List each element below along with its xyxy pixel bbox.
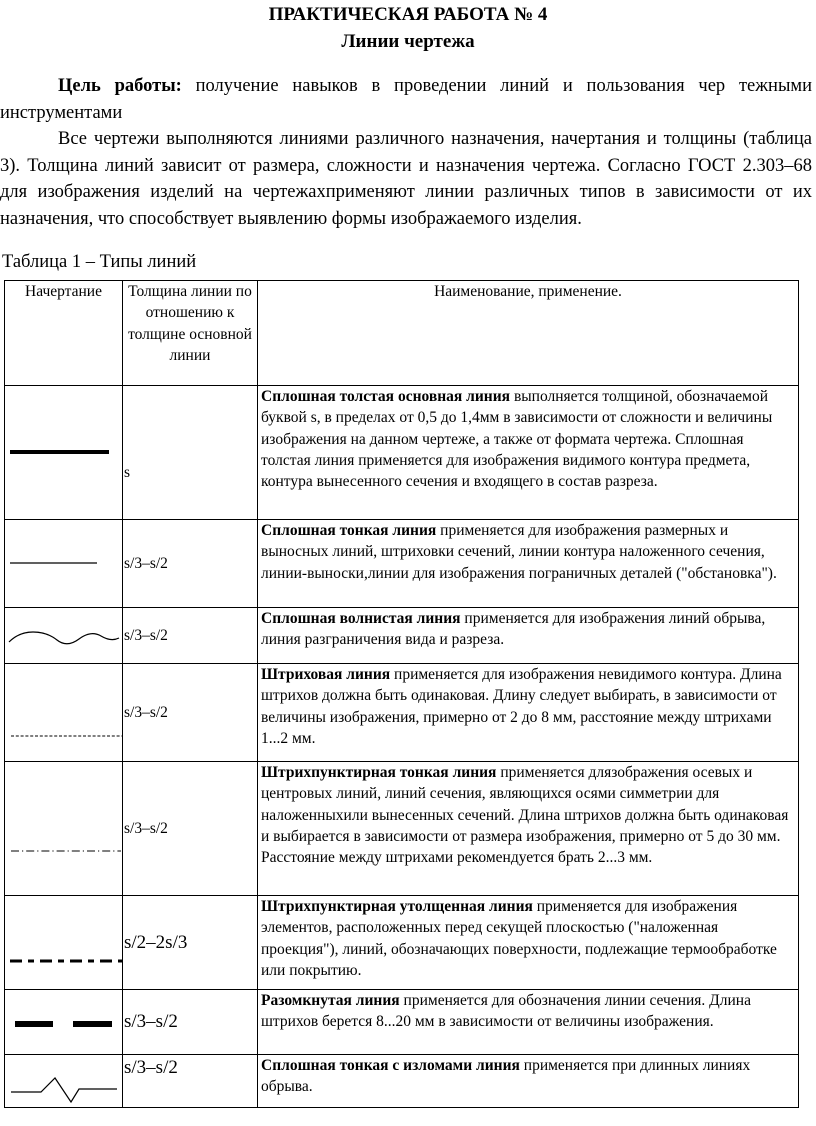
- row-text: применяется при длинных линиях обрыва.: [261, 1057, 751, 1096]
- row-description: [258, 608, 799, 664]
- line-types-table: [4, 280, 799, 1108]
- table-caption: Таблица 1 – Типы линий: [2, 252, 197, 272]
- row-name: Штриховая линия: [261, 666, 391, 683]
- table-row: [5, 608, 799, 664]
- row-text: применяется для изображения линий обрыва, линия разграничения вида и разреза.: [261, 610, 766, 649]
- zigzag-break-line-icon: [5, 1055, 123, 1108]
- dash-dot-thick-line-icon: [5, 896, 123, 990]
- row-text: выполняется толщиной, обозначаемой буквой s, в пределах от 0,5 до 1,4мм в зависимости от сложности и величины изображения на данном чертеже, а также от формата чертежа. Сплошная толстая линия применяется для изображения видимого контура предмета, контура вынесенного сечения и входящего в состав разреза.: [261, 388, 773, 491]
- row-thickness: s/3–s/2: [123, 664, 258, 762]
- table-row: [5, 1055, 799, 1108]
- solid-thick-line-icon: [5, 386, 123, 520]
- row-name: Сплошная волнистая линия: [261, 610, 461, 627]
- row-name: Сплошная тонкая линия: [261, 522, 437, 539]
- row-description: [258, 896, 799, 990]
- row-thickness: s/3–s/2: [123, 608, 258, 664]
- row-description: [258, 762, 799, 896]
- intro-paragraph: Все чертежи выполняются линиями различного назначения, начертания и толщины (таблица 3). Толщина линий зависит от размера, сложности и назначения чертежа. Согласно ГОСТ 2.303–68 для изображения изделий на чертежахприменяют линии различных типов в зависимости от их назначения, что способствует выявлению формы изображаемого изделия.: [0, 129, 812, 229]
- table-row: [5, 762, 799, 896]
- row-thickness: s/2–2s/3: [123, 896, 258, 990]
- row-text: применяется для изображения невидимого контура. Длина штрихов должна быть одинаковая. Длину следует выбирать, в зависимости от величины изображения, примерно от 2 до 8 мм, расстояние между штрихами 1...2 мм.: [261, 666, 782, 747]
- row-description: [258, 664, 799, 762]
- table-row: [5, 990, 799, 1055]
- row-name: Штрихпунктирная утолщенная линия: [261, 898, 533, 915]
- row-name: Сплошная тонкая с изломами линия: [261, 1057, 520, 1074]
- row-thickness: s/3–s/2: [123, 762, 258, 896]
- row-text: применяется для изображения элементов, расположенных перед секущей плоскостью ("наложенная проекция"), линий, обозначающих поверхности, подлежащие термообработке или покрытию.: [261, 898, 777, 979]
- table-row: [5, 520, 799, 608]
- row-thickness: s/3–s/2: [123, 1055, 258, 1108]
- wavy-line-icon: [5, 608, 123, 664]
- open-line-icon: [5, 990, 123, 1055]
- goal-text: получение навыков в проведении линий и пользования чер тежными инструментами: [0, 76, 812, 123]
- dash-dot-thin-line-icon: [5, 762, 123, 896]
- row-thickness: s/3–s/2: [123, 520, 258, 608]
- row-description: [258, 386, 799, 520]
- solid-thin-line-icon: [5, 520, 123, 608]
- row-description: [258, 990, 799, 1055]
- row-name: Разомкнутая линия: [261, 992, 400, 1009]
- row-description: [258, 520, 799, 608]
- row-description: [258, 1055, 799, 1108]
- row-text: применяется для обозначения линии сечения. Длина штрихов берется 8...20 мм в зависимости от величины изображения.: [261, 992, 751, 1031]
- table-header-row: [5, 281, 799, 386]
- goal-paragraph: [0, 73, 812, 126]
- goal-label: Цель работы:: [58, 76, 182, 96]
- table-row: [5, 386, 799, 520]
- row-text: применяется длязображения осевых и центровых линий, линий сечения, являющихся осями симметрии для наложенныхили вынесенных сечений. Длина штрихов должна быть одинаковая и выбирается в зависимости от размера изображения, примерно от 5 до 30 мм. Расстояние между штрихами рекомендуется брать 2...3 мм.: [261, 764, 789, 867]
- header-thickness: Толщина линии по отношению к толщине основной линии: [123, 281, 258, 386]
- row-thickness: s/3–s/2: [123, 990, 258, 1055]
- row-name: Штрихпунктирная тонкая линия: [261, 764, 497, 781]
- page-title: ПРАКТИЧЕСКАЯ РАБОТА № 4: [268, 4, 548, 25]
- row-thickness: s: [123, 386, 258, 520]
- row-text: применяется для изображения размерных и выносных линий, штриховки сечений, линии контура наложенного сечения, линии-выноски,линии для изображения пограничных деталей ("обстановка").: [261, 522, 777, 582]
- page-subtitle: Линии чертежа: [341, 31, 475, 52]
- header-style: Начертание: [5, 281, 123, 386]
- table-row: [5, 896, 799, 990]
- table-row: [5, 664, 799, 762]
- dashed-line-icon: [5, 664, 123, 762]
- row-name: Сплошная толстая основная линия: [261, 388, 511, 405]
- header-name: Наименование, применение.: [258, 281, 799, 386]
